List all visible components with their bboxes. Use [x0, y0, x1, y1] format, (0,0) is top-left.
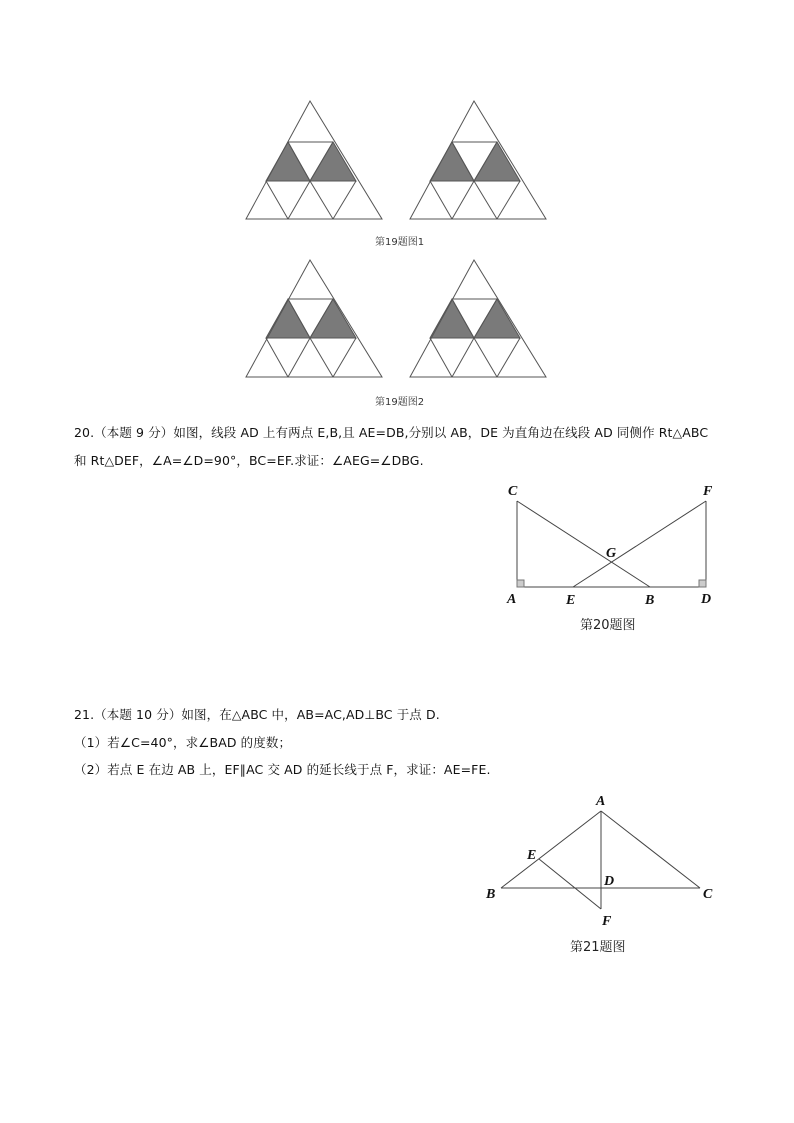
point-label-A: A [596, 794, 606, 809]
q20-figure-caption: 第20题图 [580, 618, 636, 633]
point-label-D: D [701, 592, 712, 607]
right-angle-mark-A [517, 580, 524, 587]
shaded-triangle [310, 142, 356, 181]
q19-triangle-pair-1 [240, 95, 560, 225]
point-label-B: B [486, 887, 496, 902]
shaded-triangle [266, 299, 310, 338]
segment-CB [517, 501, 650, 587]
point-label-E: E [527, 848, 537, 863]
point-label-G: G [606, 546, 617, 561]
q19-fig1-right-triangle [410, 101, 546, 219]
q19-fig1-left-triangle [246, 101, 382, 219]
q19-triangle-pair-2 [240, 255, 560, 385]
q20-text-line-2: 和 Rt△DEF，∠A=∠D=90°，BC=EF.求证：∠AEG=∠DBG. [74, 453, 424, 468]
q19-figure-group-2 [240, 255, 560, 385]
point-label-E: E [566, 593, 576, 608]
segment-AB [501, 811, 601, 888]
q19-fig2-right-triangle [410, 260, 546, 377]
q21-figure-caption: 第21题图 [570, 940, 626, 955]
point-label-B: B [645, 593, 655, 608]
q21-figure [480, 788, 730, 933]
shaded-triangle [266, 142, 310, 181]
q20-text-line-1: 20.（本题 9 分）如图，线段 AD 上有两点 E,B,且 AE=DB,分别以 AB，DE 为直角边在线段 AD 同侧作 Rt△ABC [74, 425, 709, 440]
segment-EF [573, 501, 706, 587]
point-label-F: F [602, 914, 612, 929]
point-label-F: F [703, 484, 713, 499]
shaded-triangle [474, 299, 520, 338]
segment-EF [539, 859, 601, 909]
q19-figure-group-1 [240, 95, 560, 225]
q20-geometry-diagram [500, 478, 730, 608]
point-label-A: A [507, 592, 517, 607]
q21-text-line-1: 21.（本题 10 分）如图，在△ABC 中，AB=AC,AD⊥BC 于点 D. [74, 707, 440, 722]
shaded-triangle [310, 299, 356, 338]
segment-AC [601, 811, 700, 888]
shaded-triangle [430, 299, 474, 338]
point-label-D: D [604, 874, 615, 889]
point-label-C: C [508, 484, 518, 499]
q21-geometry-diagram [480, 788, 730, 933]
point-label-C: C [703, 887, 713, 902]
shaded-triangle [474, 142, 520, 181]
q19-fig2-left-triangle [246, 260, 382, 377]
q21-text-line-3: （2）若点 E 在边 AB 上，EF∥AC 交 AD 的延长线于点 F，求证：AE=FE. [74, 762, 491, 777]
q19-figure-1-caption: 第19题图1 [375, 237, 425, 248]
q20-figure [500, 478, 730, 608]
shaded-triangle [430, 142, 474, 181]
q19-figure-2-caption: 第19题图2 [375, 397, 425, 408]
right-angle-mark-D [699, 580, 706, 587]
q21-text-line-2: （1）若∠C=40°，求∠BAD 的度数； [74, 735, 292, 750]
